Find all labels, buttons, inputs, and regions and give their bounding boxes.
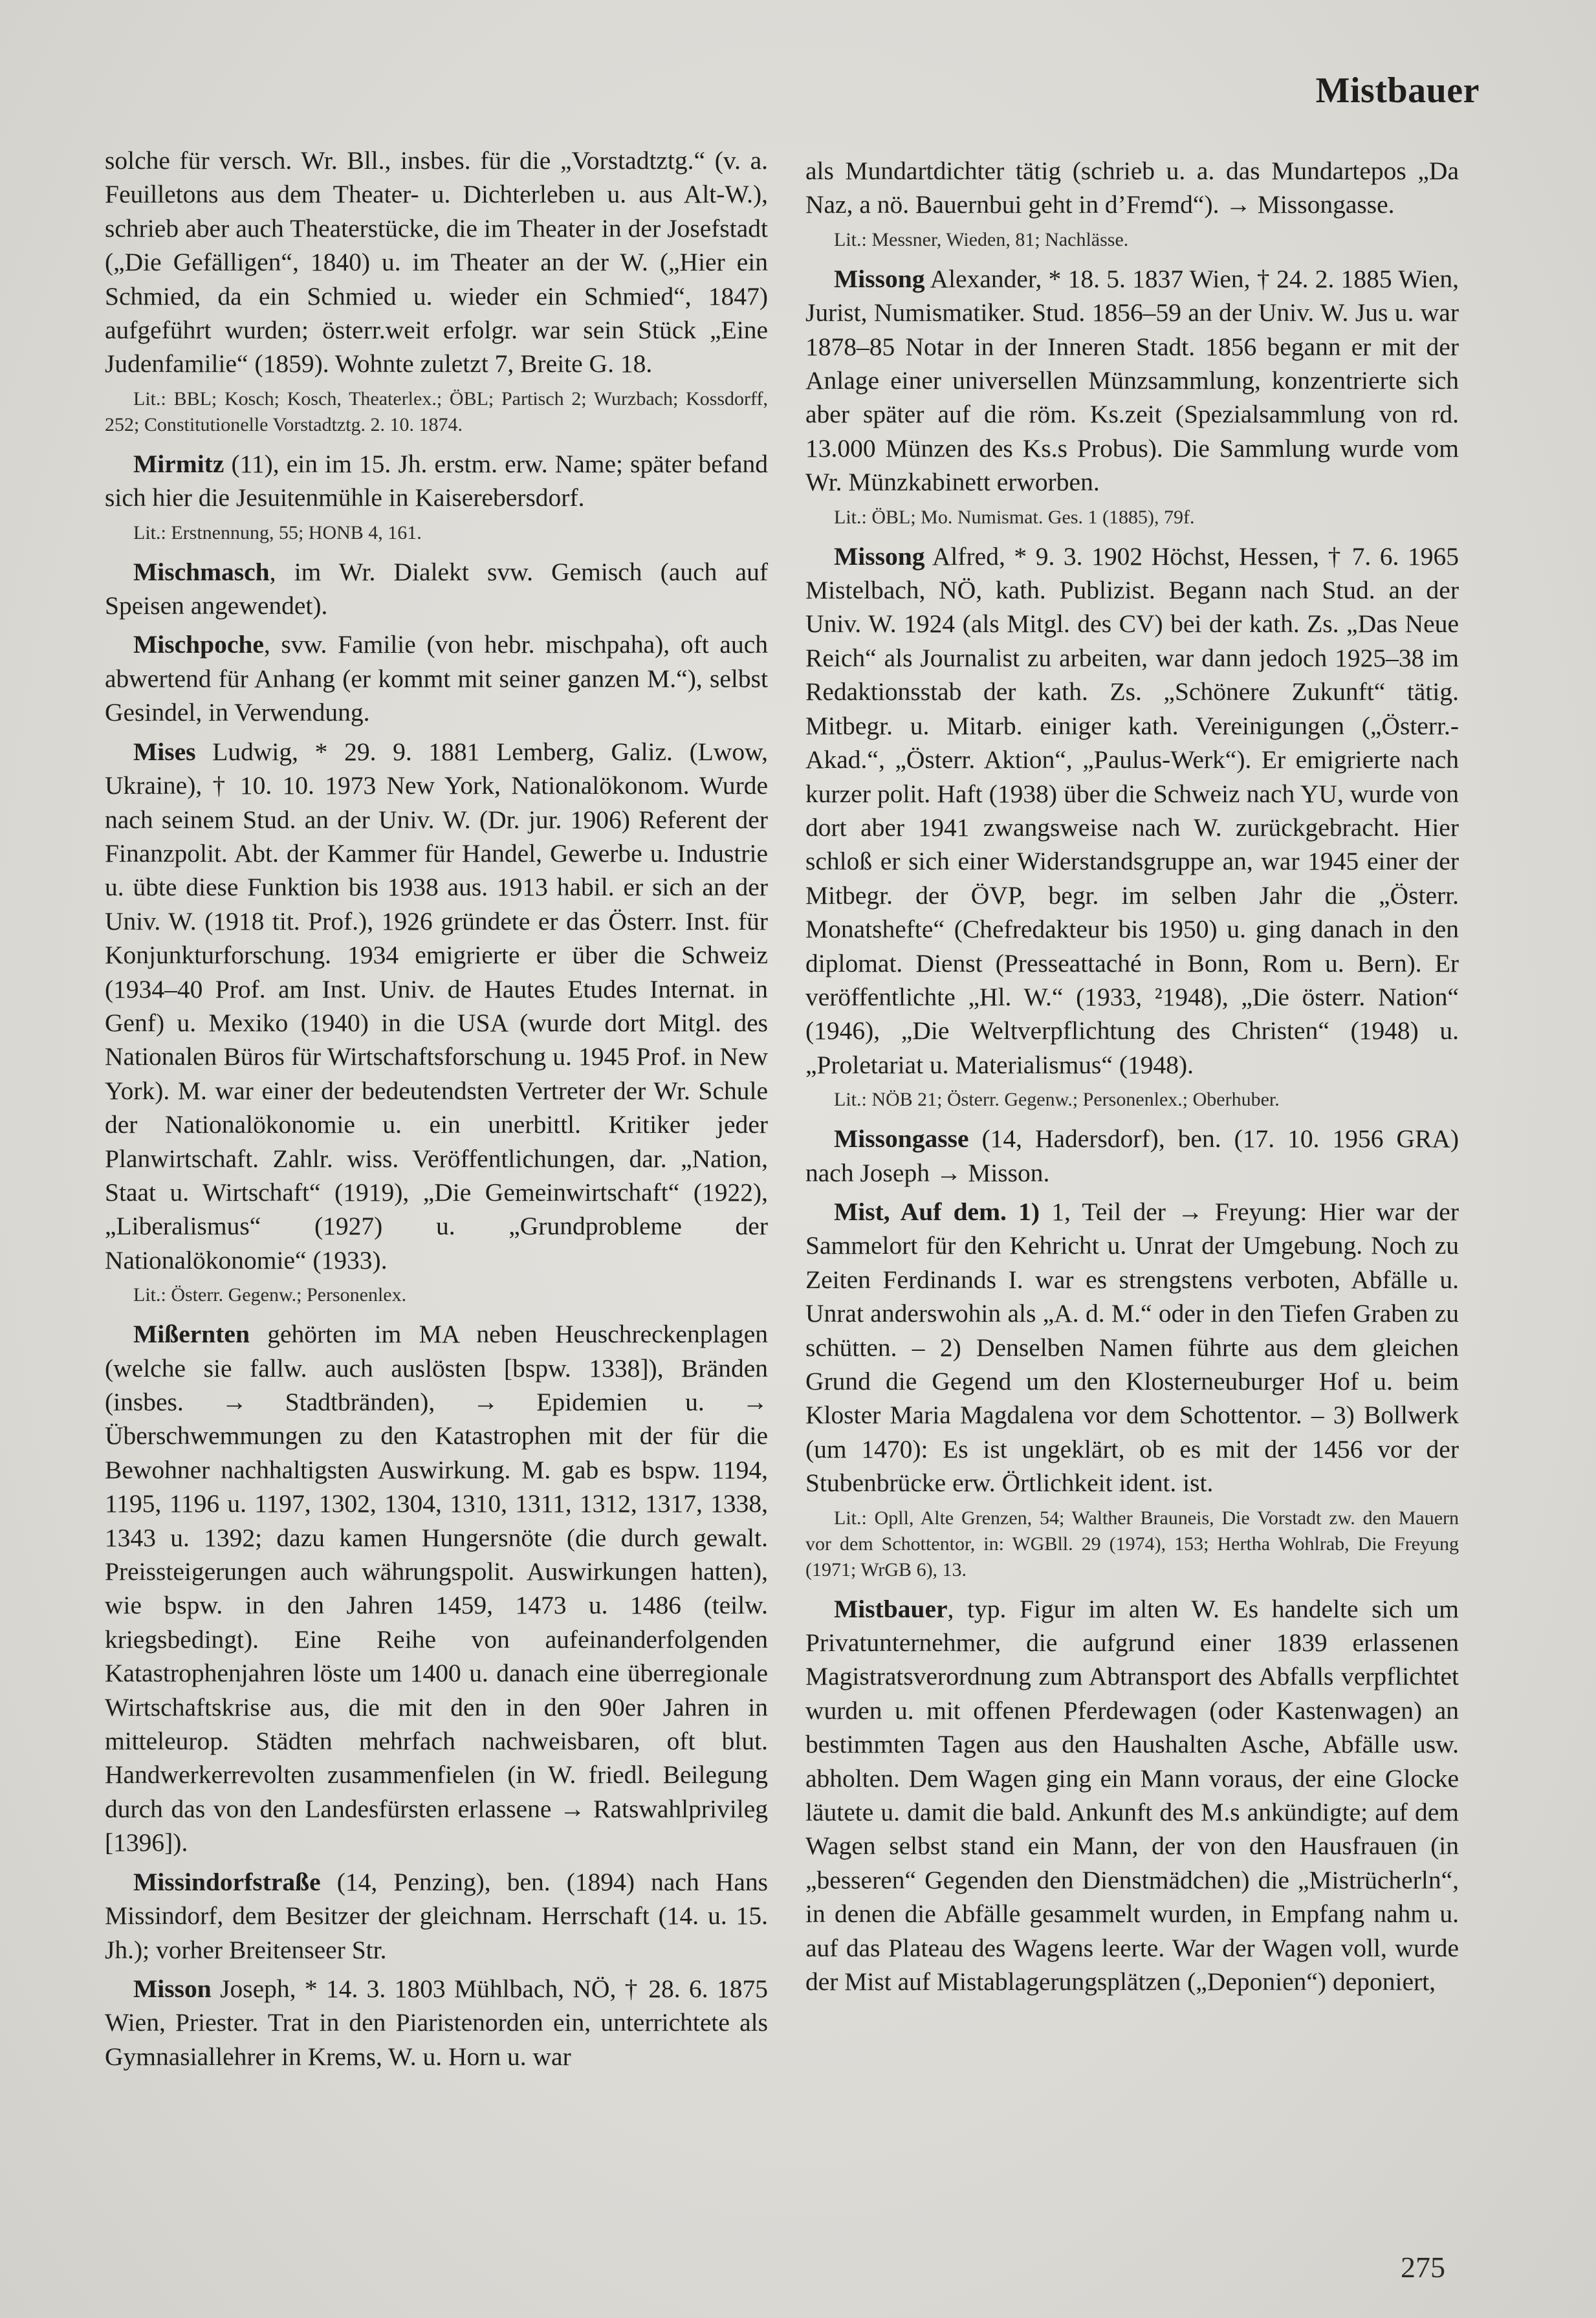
entry-headword: Mißernten xyxy=(133,1320,250,1349)
entry-headword: Mischmasch xyxy=(133,557,270,586)
literature-text: Lit.: Messner, Wieden, 81; Nachlässe. xyxy=(834,228,1129,250)
lexicon-entry xyxy=(105,555,768,623)
lexicon-entry xyxy=(105,1317,768,1860)
entry-body: Alfred, * 9. 3. 1902 Höchst, Hessen, † 7. 6. 1965 Mistelbach, NÖ, kath. Publizist. Begann nach Stud. an der Univ. W. 1924 (als Mitgl. des CV) bei der kath. Zs. „Das Neue Reich“ als Journalist zu arbeiten, war dann jedoch 1925–38 im Redaktionsstab der kath. Zs. „Schönere Zukunft“ tätig. Mitbegr. u. Mitarb. einiger kath. Vereinigungen („Österr.-Akad.“, „Österr. Aktion“, „Paulus-Werk“). Er emigrierte nach kurzer polit. Haft (1938) über die Schweiz nach YU, wurde von dort aber 1941 zwangsweise nach W. zurückgebracht. Hier schloß er sich einer Widerstandsgruppe an, war 1945 einer der Mitbegr. der ÖVP, begr. im selben Jahr die „Österr. Monatshefte“ (Chefredakteur bis 1950) u. ging danach in den diplomat. Dienst (Presseattaché in Bonn, Rom u. Bern). Er veröffentlichte „Hl. W.“ (1933, ²1948), „Die österr. Nation“ (1946), „Die Weltverpflichtung des Christen“ (1948) u. „Proletariat u. Materialismus“ (1948). xyxy=(805,541,1459,1079)
literature-reference xyxy=(105,386,768,438)
lexicon-entry xyxy=(105,628,768,729)
literature-text: Lit.: Österr. Gegenw.; Personenlex. xyxy=(133,1284,407,1306)
lexicon-entry xyxy=(105,447,768,515)
literature-reference xyxy=(805,505,1459,530)
entry-headword: Mirmitz xyxy=(133,449,224,478)
literature-text: Lit.: Erstnennung, 55; HONB 4, 161. xyxy=(133,521,422,543)
literature-reference xyxy=(105,520,768,546)
entry-headword: Missongasse xyxy=(834,1124,969,1154)
entry-headword: Missong xyxy=(834,264,925,293)
entry-body: Ludwig, * 29. 9. 1881 Lemberg, Galiz. (Lwow, Ukraine), † 10. 10. 1973 New York, Nationalökonom. Wurde nach seinem Stud. an der Univ. W. (Dr. jur. 1906) Referent der Finanzpolit. Abt. der Kammer für Handel, Gewerbe u. Industrie u. übte diese Funktion bis 1938 aus. 1913 habil. er sich an der Univ. W. (1918 tit. Prof.), 1926 gründete er das Österr. Inst. für Konjunkturforschung. 1934 emigrierte er über die Schweiz (1934–40 Prof. am Inst. Univ. de Hautes Etudes Internat. in Genf) u. Mexiko (1940) in die USA (wurde dort Mitgl. des Nationalen Büros für Wirtschaftsforschung u. 1945 Prof. in New York). M. war einer der bedeutendsten Vertreter der Wr. Schule der Nationalökonomie u. ein unerbittl. Kritiker jeder Planwirtschaft. Zahlr. wiss. Veröffentlichungen, dar. „Nation, Staat u. Wirtschaft“ (1919), „Die Gemeinwirtschaft“ (1922), „Liberalismus“ (1927) u. „Grundprobleme der Nationalökonomie“ (1933). xyxy=(105,737,768,1274)
literature-text: Lit.: BBL; Kosch; Kosch, Theaterlex.; ÖBL; Partisch 2; Wurzbach; Kossdorff, 252; Constitutionelle Vorstadtztg. 2. 10. 1874. xyxy=(105,388,768,435)
entry-body: , svw. Familie (von hebr. mischpaha), oft auch abwertend für Anhang (er kommt mit seiner ganzen M.“), selbst Gesindel, in Verwendung. xyxy=(105,630,768,727)
entry-body: 1, Teil der → Freyung: Hier war der Sammelort für den Kehricht u. Unrat der Umgebung. Noch zu Zeiten Ferdinands I. war es strengstens verboten, Abfälle u. Unrat anderswohin als „A. d. M.“ oder in den Tiefen Graben zu schütten. – 2) Denselben Namen führte aus dem gleichen Grund die Gegend um den Klosterneuburger Hof u. beim Kloster Maria Magdalena vor dem Schottentor. – 3) Bollwerk (um 1470): Es ist ungeklärt, ob es mit der 1456 vor der Stubenbrücke erw. Örtlichkeit ident. ist. xyxy=(805,1197,1459,1498)
literature-text: Lit.: ÖBL; Mo. Numismat. Ges. 1 (1885), 79f. xyxy=(834,506,1195,528)
lexicon-entry xyxy=(805,1122,1459,1190)
entry-body: gehörten im MA neben Heuschreckenplagen (welche sie fallw. auch auslösten [bspw. 1338]), Bränden (insbes. → Stadtbränden), → Epidemien u. → Überschwemmungen zu den Katastrophen mit der für die Bewohner nachhaltigsten Auswirkung. M. gab es bspw. 1194, 1195, 1196 u. 1197, 1302, 1304, 1310, 1311, 1312, 1317, 1338, 1343 u. 1392; dazu kamen Hungersnöte (die durch gewalt. Preissteigerungen auch währungspolit. Auswirkungen hatten), wie bspw. in den Jahren 1459, 1473 u. 1486 (teilw. kriegsbedingt). Eine Reihe von aufeinanderfolgenden Katastrophenjahren löste um 1400 u. danach eine überregionale Wirtschaftskrise aus, die mit den in den 90er Jahren in mitteleurop. Städten mehrfach nachweisbaren, oft blut. Handwerkerrevolten zusammenfielen (in W. friedl. Beilegung durch das von den Landesfürsten erlassene → Ratswahlprivileg [1396]). xyxy=(105,1320,768,1857)
literature-reference xyxy=(805,1087,1459,1113)
left-column xyxy=(105,144,768,2079)
entry-body: Alexander, * 18. 5. 1837 Wien, † 24. 2. 1885 Wien, Jurist, Numismatiker. Stud. 1856–59 an der Univ. W. Jus u. war 1878–85 Notar in der Inneren Stadt. 1856 begann er mit der Anlage einer universellen Münzsammlung, konzentrierte sich aber später auf die röm. Ks.zeit (Spezialsammlung von rd. 13.000 Münzen des Ks.s Probus). Die Sammlung wurde vom Wr. Münzkabinett erworben. xyxy=(805,264,1459,497)
entry-headword: Mistbauer xyxy=(834,1594,948,1623)
entry-headword: Missong xyxy=(834,541,925,571)
literature-text: Lit.: Opll, Alte Grenzen, 54; Walther Brauneis, Die Vorstadt zw. den Mauern vor dem Schottentor, in: WGBll. 29 (1974), 153; Hertha Wohlrab, Die Freyung (1971; WrGB 6), 13. xyxy=(805,1507,1459,1580)
entry-headword: Missindorfstraße xyxy=(133,1867,321,1896)
literature-reference xyxy=(805,1505,1459,1583)
right-column xyxy=(805,154,1459,2004)
literature-text: Lit.: NÖB 21; Österr. Gegenw.; Personenlex.; Oberhuber. xyxy=(834,1089,1280,1111)
entry-headword: Mist, Auf dem. 1) xyxy=(834,1197,1040,1226)
lexicon-entry xyxy=(805,262,1459,499)
entry-body: (11), ein im 15. Jh. erstm. erw. Name; später befand sich hier die Jesuitenmühle in Kaiserebersdorf. xyxy=(105,449,768,512)
lexicon-entry xyxy=(105,1865,768,1967)
entry-body: solche für versch. Wr. Bll., insbes. für die „Vorstadtztg.“ (v. a. Feuilletons aus dem Theater- u. Dichterleben u. aus Alt-W.), schrieb aber auch Theaterstücke, die im Theater in der Josefstadt („Die Gefälligen“, 1840) u. im Theater an der W. („Hier ein Schmied, da ein Schmied u. wieder ein Schmied“, 1847) aufgeführt wurden; österr.weit erfolgr. war sein Stück „Eine Judenfamilie“ (1859). Wohnte zuletzt 7, Breite G. 18. xyxy=(105,146,768,378)
entry-body: als Mundartdichter tätig (schrieb u. a. das Mundartepos „Da Naz, a nö. Bauernbui geht in d’Fremd“). → Missongasse. xyxy=(805,157,1459,219)
entry-continuation xyxy=(105,144,768,381)
entry-headword: Mischpoche xyxy=(133,630,264,659)
entry-body: Joseph, * 14. 3. 1803 Mühlbach, NÖ, † 28. 6. 1875 Wien, Priester. Trat in den Piaristenorden ein, unterrichtete als Gymnasiallehrer in Krems, W. u. Horn u. war xyxy=(105,1974,768,2071)
entry-continuation xyxy=(805,154,1459,222)
entry-body: , typ. Figur im alten W. Es handelte sich um Privatunternehmer, die aufgrund einer 1839 erlassenen Magistratsverordnung zum Abtransport des Abfalls verpflichtet wurden u. mit offenen Pferdewagen (oder Kastenwagen) an bestimmten Tagen aus den Haushalten Asche, Abfälle usw. abholten. Dem Wagen ging ein Mann voraus, der eine Glocke läutete u. damit die bald. Ankunft des M.s ankündigte; auf dem Wagen selbst stand ein Mann, der von den Hausfrauen (in „besseren“ Gegenden den Dienstmädchen) die „Mistrücherln“, in denen die Abfälle gesammelt wurden, in Empfang nahm u. auf das Plateau des Wagens leerte. War der Wagen voll, wurde der Mist auf Mistablagerungsplätzen („Deponien“) deponiert, xyxy=(805,1594,1459,1996)
entry-headword: Misson xyxy=(133,1974,212,2003)
entry-headword: Mises xyxy=(133,737,196,766)
entry-body: (14, Hadersdorf), ben. (17. 10. 1956 GRA) nach Joseph → Misson. xyxy=(805,1124,1459,1187)
lexicon-entry xyxy=(105,735,768,1278)
page-number: 275 xyxy=(1401,2251,1445,2284)
entry-body: (14, Penzing), ben. (1894) nach Hans Missindorf, dem Besitzer der gleichnam. Herrschaft (14. u. 15. Jh.); vorher Breitenseer Str. xyxy=(105,1867,768,1964)
literature-reference xyxy=(805,227,1459,253)
literature-reference xyxy=(105,1282,768,1308)
lexicon-entry xyxy=(805,1592,1459,1999)
lexicon-entry xyxy=(805,1195,1459,1500)
running-head: Mistbauer xyxy=(1315,71,1480,111)
entry-body: , im Wr. Dialekt svw. Gemisch (auch auf Speisen angewendet). xyxy=(105,557,768,620)
lexicon-entry xyxy=(105,1972,768,2073)
lexicon-entry xyxy=(805,540,1459,1082)
